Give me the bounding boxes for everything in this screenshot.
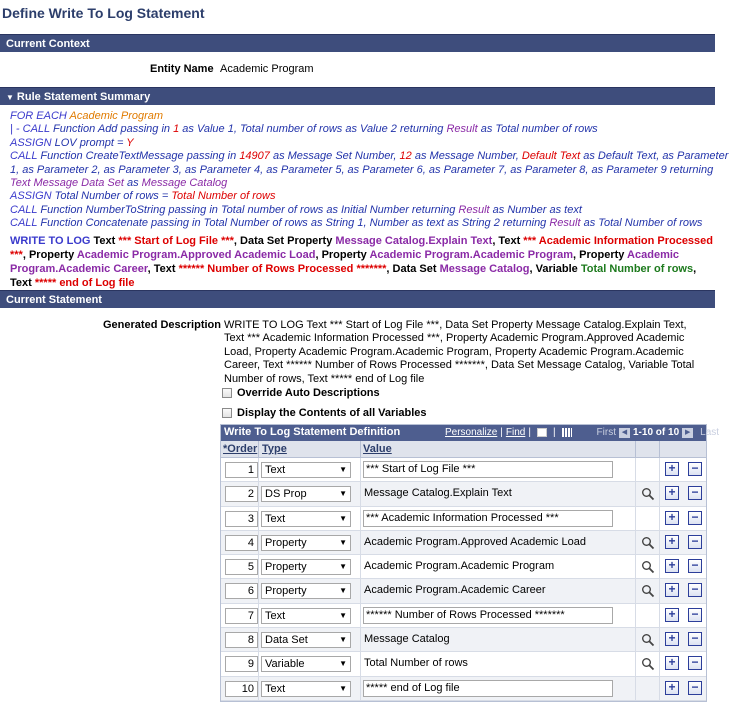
summary-line: CALL Function Concatenate passing in Total Number of rows as String 1, Number as text as String 2 returning Result as Total Number of rows	[10, 217, 703, 230]
type-select[interactable]	[261, 535, 351, 551]
table-row	[221, 604, 706, 628]
column-divider	[360, 555, 361, 578]
minus-icon[interactable]: −	[688, 681, 702, 695]
value-input[interactable]: *** Start of Log File ***	[363, 461, 613, 478]
magnifier-icon[interactable]	[641, 633, 655, 647]
magnifier-icon[interactable]	[641, 560, 655, 574]
grid-body	[221, 458, 706, 701]
minus-icon[interactable]: −	[688, 656, 702, 670]
summary-line: CALL Function NumberToString passing in Total number of rows as Initial Number returning Result as Number as text	[10, 203, 582, 216]
minus-icon[interactable]: −	[688, 632, 702, 646]
plus-icon[interactable]: +	[665, 656, 679, 670]
display-contents-variables[interactable]	[222, 407, 427, 419]
generated-description-text: WRITE TO LOG Text *** Start of Log File ***, Data Set Property Message Catalog.Explain Text, Text *** Academic Information Processed ***, Property Academic Program.Approved Academic Load, Property Academic Program.Academic Program, Property Academic Program.Academic Career, Text ****** Number of Rows Processed *******, Data Set Message Catalog, Variable Total Number of rows, Text ***** end of Log file	[224, 319, 695, 385]
column-divider	[635, 677, 636, 700]
type-select-value: Property	[265, 585, 307, 598]
type-select[interactable]	[261, 656, 351, 672]
magnifier-icon[interactable]	[641, 536, 655, 550]
order-input[interactable]: 9	[225, 656, 258, 672]
column-divider	[360, 458, 361, 481]
column-divider	[659, 652, 660, 675]
value-text: Total Number of rows	[364, 657, 468, 670]
column-divider	[659, 555, 660, 578]
table-row	[221, 507, 706, 531]
type-select-value: Text	[265, 682, 286, 695]
column-divider	[659, 628, 660, 651]
find-link[interactable]: Find	[505, 427, 526, 438]
nav-separator: |	[528, 427, 531, 438]
column-divider	[360, 628, 361, 651]
entity-name-value: Academic Program	[220, 63, 314, 75]
column-divider	[635, 507, 636, 530]
column-divider	[659, 507, 660, 530]
type-select[interactable]	[261, 559, 351, 575]
table-row	[221, 531, 706, 555]
type-select-value: Text	[265, 609, 286, 622]
minus-icon[interactable]: −	[688, 583, 702, 597]
column-divider	[659, 677, 660, 700]
column-divider	[360, 482, 361, 505]
column-divider	[659, 482, 660, 505]
rule-summary-title: Rule Statement Summary	[16, 91, 151, 103]
type-select[interactable]	[261, 632, 351, 648]
grid-header	[221, 425, 720, 441]
column-divider	[258, 677, 259, 700]
plus-icon[interactable]: +	[665, 681, 679, 695]
column-divider	[258, 579, 259, 602]
column-divider	[258, 531, 259, 554]
order-input[interactable]: 2	[225, 486, 258, 502]
magnifier-icon[interactable]	[641, 584, 655, 598]
column-divider	[635, 555, 636, 578]
column-divider	[659, 531, 660, 554]
column-divider	[360, 531, 361, 554]
row-count: 1-10 of 10	[633, 427, 680, 438]
value-text: Academic Program.Academic Career	[364, 584, 546, 597]
write-to-log-summary: WRITE TO LOG Text *** Start of Log File ***, Data Set Property Message Catalog.Explain Text, Text *** Academic Information Processed ***, Property Academic Program.Approved Academic Load, Property Academic Program.Academic Program, Property Academic Program.Academic Career, Text ****** Number of Rows Processed *******, Data Set Message Catalog, Variable Total Number of rows, Text ***** end of Log file	[10, 234, 714, 289]
column-divider	[258, 507, 259, 530]
plus-icon[interactable]: +	[665, 511, 679, 525]
order-input[interactable]: 4	[225, 535, 258, 551]
order-input[interactable]: 8	[225, 632, 258, 648]
value-text: Academic Program.Academic Program	[364, 560, 555, 573]
chevron-down-icon: ▼	[339, 683, 347, 693]
download-grid-icon[interactable]	[562, 428, 572, 437]
type-select-value: Text	[265, 512, 286, 525]
next-arrow-icon[interactable]: ▶	[682, 428, 693, 438]
column-divider	[258, 628, 259, 651]
grid-title: Write To Log Statement Definition	[224, 426, 401, 438]
write-to-log-grid	[220, 424, 720, 702]
rule-statement-summary	[10, 110, 729, 290]
chevron-down-icon: ▼	[339, 659, 347, 669]
type-select-value: DS Prop	[265, 488, 307, 501]
table-row	[221, 652, 706, 676]
previous-arrow-icon[interactable]: ◀	[619, 428, 630, 438]
order-input[interactable]: 1	[225, 462, 258, 478]
column-divider	[258, 458, 259, 481]
magnifier-icon[interactable]	[641, 487, 655, 501]
type-select-value: Property	[265, 536, 307, 549]
triangle-down-icon[interactable]: ▼	[6, 93, 14, 102]
type-select-value: Data Set	[265, 634, 308, 647]
chevron-down-icon: ▼	[339, 489, 347, 499]
table-row	[221, 628, 706, 652]
column-divider	[360, 507, 361, 530]
column-divider	[635, 441, 636, 457]
personalize-link[interactable]: Personalize	[445, 427, 498, 438]
magnifier-icon[interactable]	[641, 657, 655, 671]
column-divider	[659, 458, 660, 481]
chevron-down-icon: ▼	[339, 610, 347, 620]
current-statement-header: Current Statement	[0, 290, 715, 308]
plus-icon[interactable]: +	[665, 559, 679, 573]
nav-separator: |	[552, 427, 556, 438]
nav-separator: |	[500, 427, 503, 438]
column-divider	[258, 555, 259, 578]
minus-icon[interactable]: −	[688, 462, 702, 476]
order-input[interactable]: 7	[225, 608, 258, 624]
value-text: Academic Program.Approved Academic Load	[364, 535, 586, 548]
minus-icon[interactable]: −	[688, 511, 702, 525]
current-context-header: Current Context	[0, 34, 715, 52]
chevron-down-icon: ▼	[339, 465, 347, 474]
summary-line: FOR EACH Academic Program	[10, 110, 164, 122]
summary-line: | - CALL Function Add passing in 1 as Value 1, Total number of rows as Value 2 returning Result as Total number of rows	[10, 123, 598, 136]
column-divider	[635, 531, 636, 554]
generated-description-label: Generated Description	[103, 319, 221, 331]
summary-line: 1, as Parameter 2, as Parameter 3, as Parameter 4, as Parameter 5, as Parameter 6, as Parameter 7, as Parameter 8, as Parameter 9 returning	[10, 163, 714, 176]
column-divider	[360, 652, 361, 675]
order-input[interactable]: 5	[225, 559, 258, 575]
order-column-header[interactable]: *Order	[223, 443, 258, 455]
minus-icon[interactable]: −	[688, 559, 702, 573]
chevron-down-icon: ▼	[339, 562, 347, 572]
chevron-down-icon: ▼	[339, 586, 347, 596]
column-divider	[635, 482, 636, 505]
column-divider	[635, 604, 636, 627]
column-divider	[635, 458, 636, 481]
minus-icon[interactable]: −	[688, 486, 702, 500]
summary-line: CALL Function CreateTextMessage passing in 14907 as Message Set Number, 12 as Message Number, Default Text as Default Text, as Parameter	[10, 150, 729, 163]
grid-column-headers	[221, 441, 706, 458]
summary-line: ASSIGN Total Number of rows = Total Number of rows	[10, 190, 276, 203]
column-divider	[258, 441, 259, 457]
table-row	[221, 579, 706, 603]
table-row	[221, 482, 706, 506]
entity-name-label: Entity Name	[150, 63, 214, 75]
plus-icon[interactable]: +	[665, 608, 679, 622]
first-label: First	[596, 427, 616, 438]
column-divider	[659, 579, 660, 602]
column-divider	[360, 579, 361, 602]
value-text: Message Catalog	[364, 633, 450, 646]
type-select-value: Property	[265, 561, 307, 574]
value-text: Message Catalog.Explain Text	[364, 487, 512, 500]
summary-line: ASSIGN LOV prompt = Y	[10, 136, 134, 149]
grid-navigation	[445, 427, 719, 438]
type-select-value: Text	[265, 464, 286, 476]
column-divider	[258, 652, 259, 675]
order-input[interactable]: 3	[225, 511, 258, 527]
type-select[interactable]	[261, 462, 351, 478]
table-row	[221, 677, 706, 701]
value-input[interactable]: ***** end of Log file	[363, 680, 613, 697]
plus-icon[interactable]: +	[665, 462, 679, 476]
column-divider	[258, 604, 259, 627]
column-divider	[360, 441, 361, 457]
order-input[interactable]: 10	[225, 681, 258, 697]
minus-icon[interactable]: −	[688, 608, 702, 622]
chevron-down-icon: ▼	[339, 635, 347, 645]
type-select-value: Variable	[265, 658, 305, 671]
column-divider	[635, 652, 636, 675]
type-select[interactable]	[261, 511, 351, 527]
plus-icon[interactable]: +	[665, 486, 679, 500]
column-divider	[360, 604, 361, 627]
chevron-down-icon: ▼	[339, 537, 347, 547]
column-divider	[635, 579, 636, 602]
type-select[interactable]	[261, 608, 351, 624]
display-variables-label: Display the Contents of all Variables	[237, 407, 427, 419]
column-divider	[659, 441, 660, 457]
order-input[interactable]: 6	[225, 583, 258, 599]
last-label: Last	[700, 427, 720, 438]
column-divider	[360, 677, 361, 700]
value-input[interactable]: ****** Number of Rows Processed *******	[363, 607, 613, 624]
summary-line: Text Message Data Set as Message Catalog	[10, 177, 228, 190]
table-row	[221, 555, 706, 579]
display-variables-checkbox[interactable]	[222, 408, 232, 418]
plus-icon[interactable]: +	[665, 632, 679, 646]
column-divider	[635, 628, 636, 651]
column-divider	[659, 604, 660, 627]
view-all-icon[interactable]	[537, 428, 547, 437]
table-row	[221, 458, 706, 482]
value-column-header[interactable]: Value	[363, 443, 392, 455]
value-input[interactable]: *** Academic Information Processed ***	[363, 510, 613, 527]
plus-icon[interactable]: +	[665, 583, 679, 597]
minus-icon[interactable]: −	[688, 535, 702, 549]
override-label: Override Auto Descriptions	[237, 387, 380, 399]
type-column-header[interactable]: Type	[262, 443, 287, 455]
override-checkbox[interactable]	[222, 388, 232, 398]
type-select[interactable]	[261, 486, 351, 502]
type-select[interactable]	[261, 681, 351, 697]
column-divider	[258, 482, 259, 505]
rule-summary-header[interactable]	[0, 87, 715, 105]
chevron-down-icon: ▼	[339, 513, 347, 523]
plus-icon[interactable]: +	[665, 535, 679, 549]
type-select[interactable]	[261, 583, 351, 599]
override-auto-descriptions[interactable]	[222, 387, 380, 399]
page-title: Define Write To Log Statement	[2, 5, 205, 21]
